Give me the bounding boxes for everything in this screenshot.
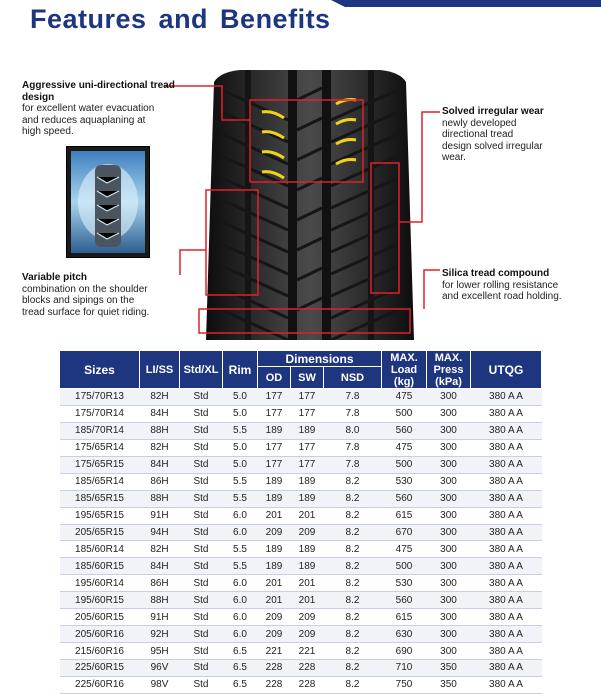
cell-max-load: 500 — [382, 558, 427, 575]
cell-max-load: 500 — [382, 405, 427, 422]
cell-sw: 228 — [291, 660, 324, 677]
cell-od: 209 — [258, 524, 291, 541]
callout-text: and reduces aquaplaning at — [22, 114, 146, 126]
cell-std-xl: Std — [180, 507, 223, 524]
cell-std-xl: Std — [180, 660, 223, 677]
cell-rim: 5.0 — [223, 439, 258, 456]
table-row — [60, 439, 542, 456]
cell-max-load: 690 — [382, 643, 427, 660]
header-line: MAX. — [390, 351, 418, 364]
cell-nsd: 7.8 — [324, 439, 382, 456]
cell-utqg: 380 A A — [471, 456, 542, 473]
cell-od: 177 — [258, 456, 291, 473]
cell-size: 225/60R15 — [60, 660, 140, 677]
cell-rim: 6.0 — [223, 575, 258, 592]
callout-variable-pitch — [22, 272, 187, 318]
cell-li-ss: 86H — [140, 473, 180, 490]
cell-size: 175/70R13 — [60, 389, 140, 406]
cell-nsd: 8.2 — [324, 676, 382, 693]
cell-li-ss: 82H — [140, 541, 180, 558]
cell-sw: 189 — [291, 558, 324, 575]
cell-max-press: 300 — [427, 524, 471, 541]
cell-od: 209 — [258, 626, 291, 643]
cell-li-ss: 84H — [140, 405, 180, 422]
cell-nsd: 8.2 — [324, 592, 382, 609]
cell-li-ss: 88H — [140, 422, 180, 439]
cell-size: 185/65R14 — [60, 473, 140, 490]
cell-max-load: 530 — [382, 575, 427, 592]
callout-heading: Solved irregular wear — [442, 106, 544, 117]
cell-rim: 6.5 — [223, 643, 258, 660]
cell-od: 189 — [258, 541, 291, 558]
cell-rim: 5.5 — [223, 558, 258, 575]
cell-nsd: 7.8 — [324, 405, 382, 422]
cell-sw: 189 — [291, 422, 324, 439]
cell-rim: 5.5 — [223, 422, 258, 439]
table-row — [60, 626, 542, 643]
cell-li-ss: 96V — [140, 660, 180, 677]
cell-rim: 6.0 — [223, 609, 258, 626]
cell-nsd: 8.2 — [324, 660, 382, 677]
center-groove-left — [288, 70, 297, 342]
cell-li-ss: 86H — [140, 575, 180, 592]
cell-size: 185/60R14 — [60, 541, 140, 558]
cell-utqg: 380 A A — [471, 405, 542, 422]
cell-od: 221 — [258, 643, 291, 660]
cell-size: 205/65R15 — [60, 524, 140, 541]
callout-text: design solved irregular — [442, 140, 543, 152]
cell-max-load: 475 — [382, 439, 427, 456]
cell-size: 185/60R15 — [60, 558, 140, 575]
cell-li-ss: 88H — [140, 592, 180, 609]
col-header-max-press — [427, 351, 471, 389]
cell-nsd: 7.8 — [324, 389, 382, 406]
cell-size: 195/65R15 — [60, 507, 140, 524]
cell-od: 201 — [258, 507, 291, 524]
callout-text: and excellent road holding. — [442, 291, 562, 302]
cell-nsd: 8.2 — [324, 524, 382, 541]
table-row — [60, 456, 542, 473]
cell-std-xl: Std — [180, 439, 223, 456]
cell-utqg: 380 A A — [471, 626, 542, 643]
table-row — [60, 643, 542, 660]
cell-utqg: 380 A A — [471, 490, 542, 507]
cell-li-ss: 92H — [140, 626, 180, 643]
cell-max-load: 670 — [382, 524, 427, 541]
cell-li-ss: 88H — [140, 490, 180, 507]
callout-text: directional tread — [442, 129, 514, 140]
callout-heading: Silica tread compound — [442, 268, 550, 279]
cell-std-xl: Std — [180, 676, 223, 693]
cell-max-press: 300 — [427, 558, 471, 575]
cell-std-xl: Std — [180, 575, 223, 592]
cell-max-load: 475 — [382, 389, 427, 406]
header-line: (kPa) — [435, 375, 462, 388]
cell-od: 201 — [258, 575, 291, 592]
cell-nsd: 8.2 — [324, 626, 382, 643]
cell-utqg: 380 A A — [471, 473, 542, 490]
cell-max-press: 300 — [427, 490, 471, 507]
cell-size: 195/60R14 — [60, 575, 140, 592]
cell-max-press: 300 — [427, 422, 471, 439]
cell-rim: 6.0 — [223, 524, 258, 541]
cell-std-xl: Std — [180, 490, 223, 507]
cell-max-press: 300 — [427, 643, 471, 660]
cell-sw: 228 — [291, 676, 324, 693]
cell-max-press: 300 — [427, 592, 471, 609]
cell-max-press: 300 — [427, 575, 471, 592]
col-header-sw: SW — [291, 367, 324, 389]
tire-body — [206, 70, 414, 340]
cell-od: 189 — [258, 490, 291, 507]
col-header-od: OD — [258, 367, 291, 389]
cell-max-load: 630 — [382, 626, 427, 643]
cell-rim: 6.5 — [223, 660, 258, 677]
cell-sw: 189 — [291, 490, 324, 507]
cell-od: 189 — [258, 473, 291, 490]
cell-max-load: 530 — [382, 473, 427, 490]
cell-rim: 6.0 — [223, 507, 258, 524]
callout-heading: Variable pitch — [22, 272, 88, 283]
cell-nsd: 8.2 — [324, 558, 382, 575]
cell-std-xl: Std — [180, 524, 223, 541]
cell-utqg: 380 A A — [471, 660, 542, 677]
tire-spec-table — [59, 350, 542, 694]
cell-std-xl: Std — [180, 456, 223, 473]
callout-text: for lower rolling resistance — [442, 279, 559, 291]
cell-od: 177 — [258, 389, 291, 406]
cell-sw: 209 — [291, 609, 324, 626]
cell-rim: 5.5 — [223, 473, 258, 490]
table-row — [60, 490, 542, 507]
cell-rim: 6.0 — [223, 592, 258, 609]
cell-li-ss: 94H — [140, 524, 180, 541]
cell-rim: 6.5 — [223, 676, 258, 693]
cell-li-ss: 84H — [140, 456, 180, 473]
cell-std-xl: Std — [180, 541, 223, 558]
cell-max-press: 300 — [427, 389, 471, 406]
cell-od: 189 — [258, 558, 291, 575]
cell-utqg: 380 A A — [471, 643, 542, 660]
cell-max-load: 475 — [382, 541, 427, 558]
col-header-li-ss: LI/SS — [140, 351, 180, 389]
cell-nsd: 8.2 — [324, 609, 382, 626]
callout-text: tread surface for quiet riding. — [22, 306, 150, 318]
cell-od: 228 — [258, 660, 291, 677]
cell-li-ss: 95H — [140, 643, 180, 660]
cell-sw: 221 — [291, 643, 324, 660]
cell-max-press: 300 — [427, 609, 471, 626]
cell-utqg: 380 A A — [471, 507, 542, 524]
callout-text: wear. — [442, 152, 466, 163]
cell-sw: 209 — [291, 524, 324, 541]
cell-utqg: 380 A A — [471, 422, 542, 439]
cell-size: 195/60R15 — [60, 592, 140, 609]
table-row — [60, 422, 542, 439]
cell-utqg: 380 A A — [471, 609, 542, 626]
cell-std-xl: Std — [180, 643, 223, 660]
cell-max-load: 560 — [382, 422, 427, 439]
cell-rim: 5.0 — [223, 456, 258, 473]
cell-sw: 201 — [291, 592, 324, 609]
cell-nsd: 8.2 — [324, 643, 382, 660]
callout-tread-design — [22, 80, 182, 138]
callout-text: for excellent water evacuation — [22, 103, 155, 114]
cell-sw: 177 — [291, 456, 324, 473]
cell-max-press: 300 — [427, 473, 471, 490]
col-header-max-load — [382, 351, 427, 389]
cell-utqg: 380 A A — [471, 439, 542, 456]
cell-max-press: 300 — [427, 439, 471, 456]
cell-rim: 5.5 — [223, 490, 258, 507]
cell-std-xl: Std — [180, 422, 223, 439]
table-row — [60, 609, 542, 626]
header-line: Load — [390, 363, 418, 376]
cell-max-press: 350 — [427, 660, 471, 677]
cell-sw: 209 — [291, 626, 324, 643]
cell-max-load: 710 — [382, 660, 427, 677]
cell-sw: 189 — [291, 541, 324, 558]
cell-max-load: 615 — [382, 507, 427, 524]
cell-utqg: 380 A A — [471, 558, 542, 575]
col-header-std-xl: Std/XL — [180, 351, 223, 389]
cell-max-press: 300 — [427, 626, 471, 643]
table-row — [60, 541, 542, 558]
cell-max-load: 560 — [382, 490, 427, 507]
cell-utqg: 380 A A — [471, 676, 542, 693]
cell-sw: 177 — [291, 389, 324, 406]
table-row — [60, 575, 542, 592]
cell-std-xl: Std — [180, 473, 223, 490]
cell-nsd: 8.2 — [324, 490, 382, 507]
cell-nsd: 7.8 — [324, 456, 382, 473]
cell-max-press: 300 — [427, 507, 471, 524]
cell-size: 175/70R14 — [60, 405, 140, 422]
cell-max-load: 500 — [382, 456, 427, 473]
col-header-utqg: UTQG — [471, 351, 542, 389]
cell-rim: 5.5 — [223, 541, 258, 558]
table-row — [60, 676, 542, 693]
callout-silica-compound — [442, 268, 597, 303]
table-row — [60, 660, 542, 677]
cell-size: 215/60R16 — [60, 643, 140, 660]
cell-od: 177 — [258, 405, 291, 422]
callout-text: high speed. — [22, 126, 74, 137]
cell-nsd: 8.2 — [324, 507, 382, 524]
cell-std-xl: Std — [180, 558, 223, 575]
cell-li-ss: 82H — [140, 389, 180, 406]
tire-water-photo — [66, 146, 150, 258]
header-line: MAX. — [434, 351, 463, 364]
cell-utqg: 380 A A — [471, 541, 542, 558]
cell-std-xl: Std — [180, 609, 223, 626]
col-header-sizes: Sizes — [60, 351, 140, 389]
cell-sw: 189 — [291, 473, 324, 490]
cell-std-xl: Std — [180, 389, 223, 406]
cell-utqg: 380 A A — [471, 524, 542, 541]
cell-sw: 177 — [291, 405, 324, 422]
table-row — [60, 592, 542, 609]
cell-max-load: 560 — [382, 592, 427, 609]
table-row — [60, 507, 542, 524]
cell-nsd: 8.2 — [324, 473, 382, 490]
callout-irregular-wear — [442, 106, 592, 164]
cell-li-ss: 82H — [140, 439, 180, 456]
cell-max-press: 350 — [427, 676, 471, 693]
cell-size: 185/65R15 — [60, 490, 140, 507]
cell-nsd: 8.2 — [324, 575, 382, 592]
cell-sw: 201 — [291, 507, 324, 524]
table-row — [60, 558, 542, 575]
callout-text: combination on the shoulder — [22, 283, 148, 295]
cell-size: 185/70R14 — [60, 422, 140, 439]
callout-text: newly developed — [442, 117, 517, 129]
table-row — [60, 524, 542, 541]
cell-size: 175/65R15 — [60, 456, 140, 473]
cell-rim: 5.0 — [223, 405, 258, 422]
cell-od: 228 — [258, 676, 291, 693]
table-row — [60, 473, 542, 490]
cell-nsd: 8.0 — [324, 422, 382, 439]
cell-size: 175/65R14 — [60, 439, 140, 456]
cell-std-xl: Std — [180, 405, 223, 422]
header-line: Press — [433, 363, 464, 376]
cell-rim: 5.0 — [223, 389, 258, 406]
spec-table-body — [60, 389, 542, 694]
cell-od: 201 — [258, 592, 291, 609]
col-header-nsd: NSD — [324, 367, 382, 389]
cell-max-press: 300 — [427, 405, 471, 422]
center-groove-right — [322, 70, 331, 342]
cell-max-load: 750 — [382, 676, 427, 693]
page-title: Features and Benefits — [30, 4, 331, 34]
col-header-dimensions: Dimensions — [258, 351, 382, 367]
cell-std-xl: Std — [180, 626, 223, 643]
cell-od: 189 — [258, 422, 291, 439]
cell-li-ss: 84H — [140, 558, 180, 575]
cell-max-load: 615 — [382, 609, 427, 626]
cell-std-xl: Std — [180, 592, 223, 609]
cell-size: 205/60R16 — [60, 626, 140, 643]
cell-utqg: 380 A A — [471, 592, 542, 609]
col-header-rim: Rim — [223, 351, 258, 389]
cell-li-ss: 98V — [140, 676, 180, 693]
cell-max-press: 300 — [427, 456, 471, 473]
callout-heading: Aggressive uni-directional tread design — [22, 80, 175, 103]
cell-size: 205/60R15 — [60, 609, 140, 626]
cell-nsd: 8.2 — [324, 541, 382, 558]
cell-od: 177 — [258, 439, 291, 456]
cell-utqg: 380 A A — [471, 389, 542, 406]
cell-li-ss: 91H — [140, 609, 180, 626]
cell-size: 225/60R16 — [60, 676, 140, 693]
cell-li-ss: 91H — [140, 507, 180, 524]
cell-sw: 177 — [291, 439, 324, 456]
cell-sw: 201 — [291, 575, 324, 592]
cell-max-press: 300 — [427, 541, 471, 558]
table-row — [60, 389, 542, 406]
header-line: (kg) — [393, 375, 415, 388]
cell-od: 209 — [258, 609, 291, 626]
table-row — [60, 405, 542, 422]
cell-utqg: 380 A A — [471, 575, 542, 592]
callout-text: blocks and sipings on the — [22, 295, 135, 306]
cell-rim: 6.0 — [223, 626, 258, 643]
